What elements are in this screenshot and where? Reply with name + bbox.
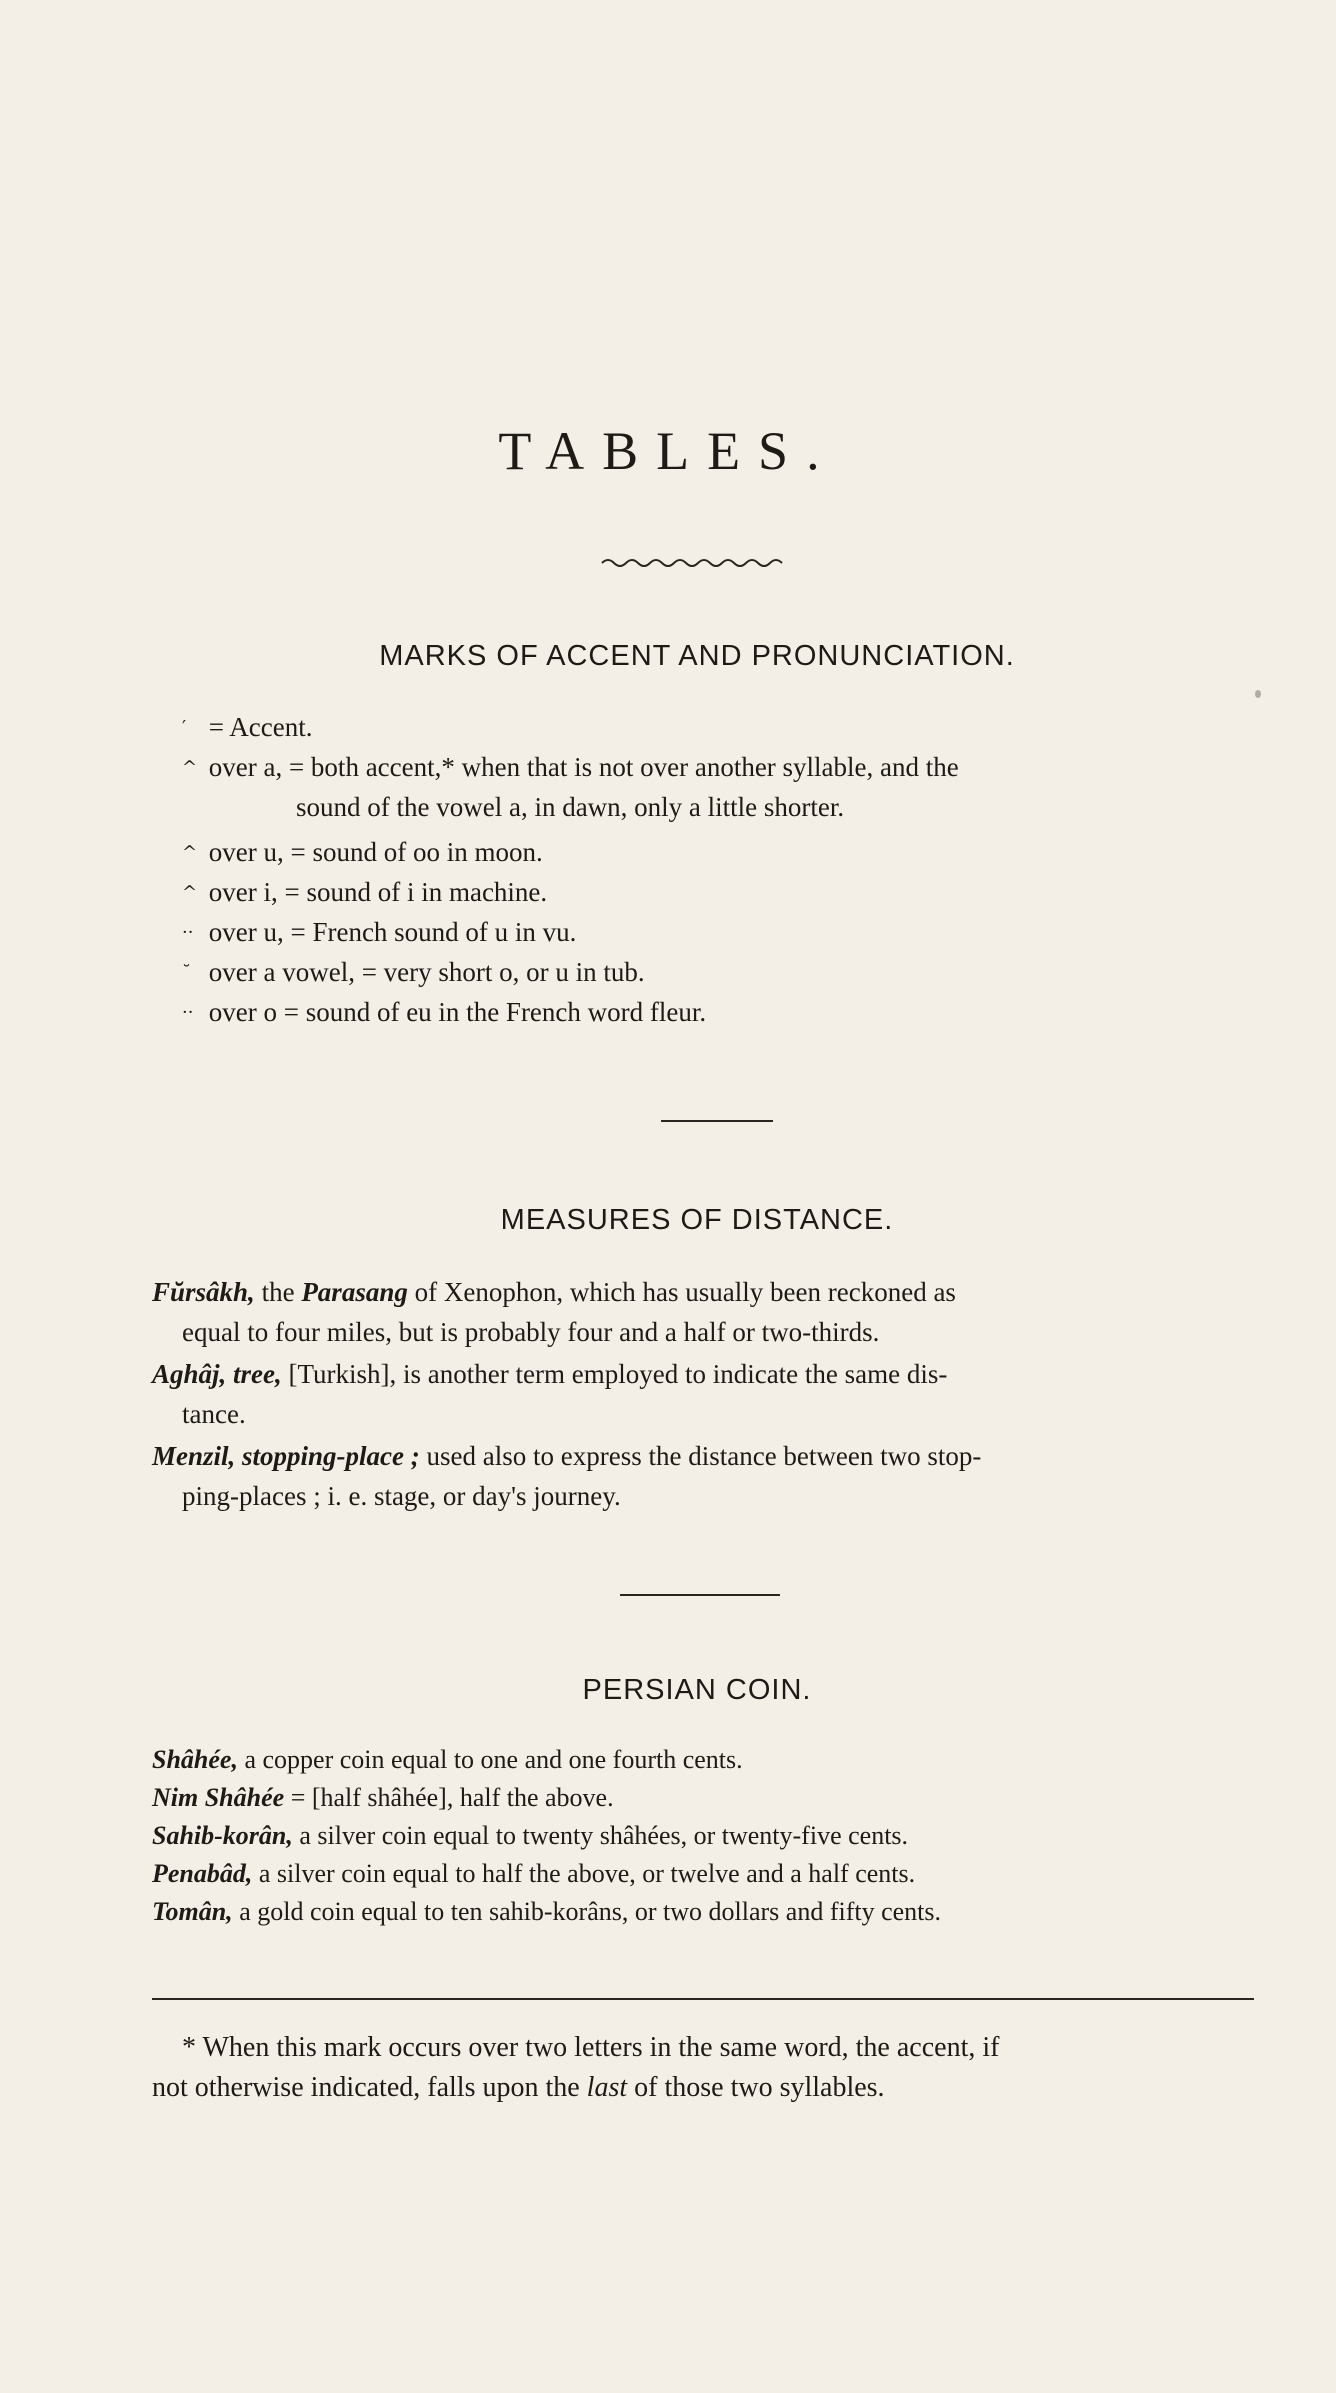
footnote-line <box>152 2068 1252 2108</box>
accent-entry <box>182 709 312 746</box>
distance-entry <box>152 1272 1250 1352</box>
ink-spot <box>1255 690 1261 698</box>
term-parasang: Parasang <box>301 1277 408 1307</box>
distance-entry-line: ping-places ; i. e. stage, or day's journey. <box>182 1481 621 1511</box>
distance-entry <box>152 1436 1250 1516</box>
footnote-text: of those two syllables. <box>634 2072 885 2103</box>
accent-entry-text: sound of the vowel a, in dawn, only a little shorter. <box>296 792 845 822</box>
distance-entry-line <box>152 1272 1250 1312</box>
term-stopping-place: stopping-place ; <box>242 1441 420 1471</box>
distance-entry-line: tance. <box>182 1399 246 1429</box>
footnote <box>152 2028 1252 2108</box>
distance-entry-text: of Xenophon, which has usually been reckoned as <box>414 1277 956 1307</box>
coin-entry <box>152 1780 614 1816</box>
footnote-text: not otherwise indicated, falls upon the <box>152 2072 580 2103</box>
coin-entry <box>152 1818 908 1854</box>
accent-entry-text: over i, = sound of i in machine. <box>208 877 548 907</box>
footnote-rule <box>152 1998 1254 2000</box>
page-title: TABLES. <box>498 421 838 481</box>
term-shahee: Shâhée, <box>152 1745 238 1774</box>
circumflex-mark: ^ <box>182 882 198 903</box>
term-tree: tree, <box>233 1359 282 1389</box>
accent-entry <box>182 874 547 911</box>
accent-entry <box>182 954 645 991</box>
coin-entry-text: a silver coin equal to twenty shâhées, or twenty-five cents. <box>299 1821 909 1850</box>
coin-entry-text: a copper coin equal to one and one fourth cents. <box>244 1745 743 1774</box>
coin-entry-text: a gold coin equal to ten sahib-korâns, or two dollars and fifty cents. <box>239 1897 942 1926</box>
circumflex-mark: ^ <box>182 757 198 778</box>
distance-heading: MEASURES OF DISTANCE. <box>500 1204 894 1236</box>
coin-entry-text: = [half shâhée], half the above. <box>290 1783 614 1812</box>
diaeresis-mark: ·· <box>182 1002 194 1023</box>
accent-mark: ′ <box>182 717 187 738</box>
coin-entry-text: a silver coin equal to half the above, or twelve and a half cents. <box>258 1859 916 1888</box>
accent-entry-continued <box>296 789 844 825</box>
footnote-line <box>152 2028 1252 2068</box>
accent-heading: MARKS OF ACCENT AND PRONUNCIATION. <box>379 640 1015 672</box>
circumflex-mark: ^ <box>182 842 198 863</box>
accent-entry-text: = Accent. <box>208 712 313 742</box>
term-note: the <box>261 1277 295 1307</box>
diaeresis-mark: ·· <box>182 922 194 943</box>
accent-entry-text: over u, = French sound of u in vu. <box>208 917 577 947</box>
term-aghaj: Aghâj, <box>152 1359 227 1389</box>
accent-entry <box>182 914 576 951</box>
term-sahib-koran: Sahib-korân, <box>152 1821 293 1850</box>
accent-entry-text: over a, = both accent,* when that is not over another syllable, and the <box>208 752 959 782</box>
wavy-ornament <box>600 555 790 571</box>
term-menzil: Menzil, <box>152 1441 236 1471</box>
section-divider <box>620 1594 780 1596</box>
distance-entry-line <box>152 1436 1250 1476</box>
footnote-emphasis: last <box>586 2072 628 2103</box>
accent-entry-text: over u, = sound of oo in moon. <box>208 837 543 867</box>
coin-entry <box>152 1742 743 1778</box>
accent-entry <box>182 994 706 1031</box>
breve-mark: ˘ <box>182 962 191 983</box>
coin-heading: PERSIAN COIN. <box>582 1674 812 1706</box>
distance-entry-text: used also to express the distance between two stop- <box>426 1441 982 1471</box>
accent-entry-text: over a vowel, = very short o, or u in tub. <box>208 957 645 987</box>
accent-entry-text: over o = sound of eu in the French word fleur. <box>208 997 707 1027</box>
coin-entry <box>152 1894 941 1930</box>
term-toman: Tomân, <box>152 1897 233 1926</box>
term-penabad: Penabâd, <box>152 1859 253 1888</box>
distance-entry-line: equal to four miles, but is probably four and a half or two-thirds. <box>182 1317 880 1347</box>
accent-entry <box>182 834 543 871</box>
term-fursakh: Fŭrsâkh, <box>152 1277 255 1307</box>
distance-entry-text: [Turkish], is another term employed to indicate the same dis- <box>288 1359 948 1389</box>
distance-entry-line <box>152 1354 1250 1394</box>
coin-entry <box>152 1856 915 1892</box>
distance-entry <box>152 1354 1250 1434</box>
term-nim-shahee: Nim Shâhée <box>152 1783 285 1812</box>
footnote-marker: * <box>182 2032 196 2063</box>
section-divider <box>661 1120 773 1122</box>
accent-entry <box>182 749 959 786</box>
footnote-text: When this mark occurs over two letters in the same word, the accent, if <box>202 2032 1000 2063</box>
